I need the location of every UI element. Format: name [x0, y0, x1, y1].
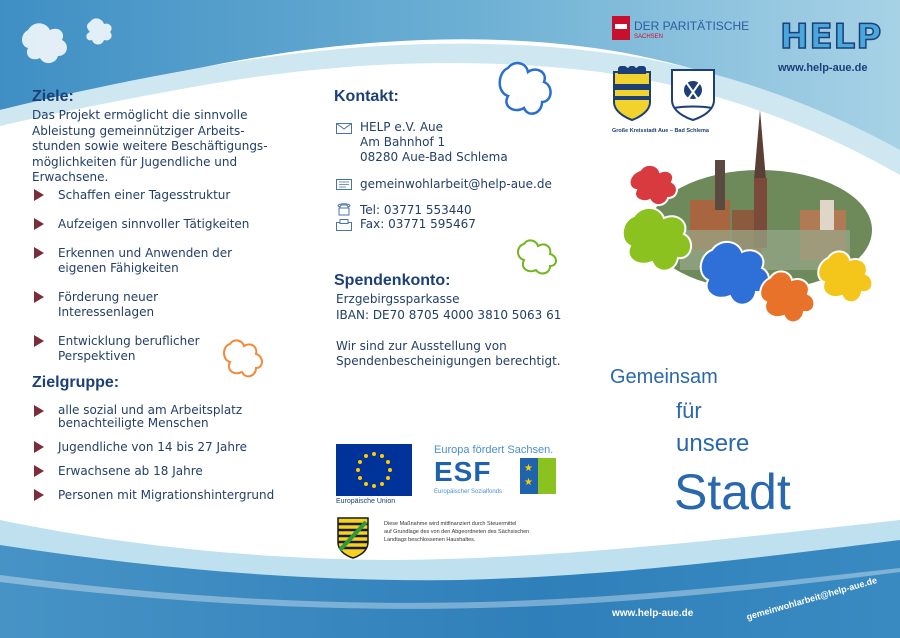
bullet-triangle-icon [34, 335, 44, 347]
puzzle-yellow-icon [818, 251, 872, 302]
envelope-icon [336, 123, 352, 134]
bullet-triangle-icon [34, 441, 44, 453]
ziele-intro-line: stunden sowie weitere Beschäftigungs- [32, 139, 268, 153]
email-link[interactable]: gemeinwohlarbeit@help-aue.de [360, 177, 552, 191]
slogan-line-4: Stadt [674, 464, 791, 520]
address-line: 08280 Aue-Bad Schlema [360, 150, 508, 164]
bullet-triangle-icon [34, 247, 44, 259]
spendenkonto-title: Spendenkonto: [334, 272, 451, 289]
kontakt-title: Kontakt: [334, 88, 399, 105]
bullet-triangle-icon [34, 218, 44, 230]
paritaetische-mark-icon [612, 16, 630, 40]
puzzle-outline-orange-icon [220, 336, 272, 392]
slogan-line-3: unsere [676, 430, 750, 457]
list-item: Entwicklung beruflicher Perspektiven [32, 334, 200, 364]
address-line: HELP e.V. Aue [360, 120, 444, 134]
help-url[interactable]: www.help-aue.de [778, 62, 868, 74]
footer-url[interactable]: www.help-aue.de [612, 608, 694, 619]
bullet-triangle-icon [34, 189, 44, 201]
help-logo-text: HELP [780, 17, 883, 57]
bullet-triangle-icon [34, 489, 44, 501]
ziele-intro-line: Ableistung gemeinnütziger Arbeits- [32, 123, 245, 138]
crest-caption: Große Kreisstadt Aue – Bad Schlema [612, 128, 709, 134]
city-puzzle-illustration [620, 110, 885, 340]
paritaetische-sub: SACHSEN [634, 34, 664, 40]
esf-sub: Europäischer Sozialfonds [434, 489, 503, 495]
address-line: Am Bahnhof 1 [360, 135, 446, 149]
donation-note-line: Spendenbescheinigungen berechtigt. [336, 354, 561, 368]
list-item: Personen mit Migrationshintergrund [32, 488, 274, 503]
list-item: alle sozial und am Arbeitsplatz benachteiligte Menschen [32, 404, 242, 430]
esf-logo: ESF [434, 456, 492, 487]
slogan-line-1: Gemeinsam [610, 366, 718, 388]
zielgruppe-title: Zielgruppe: [32, 374, 120, 391]
ziele-intro-line: Das Projekt ermöglicht die sinnvolle [32, 108, 248, 122]
kontakt-block [336, 120, 576, 250]
list-item: Jugendliche von 14 bis 27 Jahre [32, 440, 247, 455]
puzzle-outline-blue-icon [494, 58, 560, 128]
ziele-intro-line: Erwachsene. [32, 170, 109, 184]
help-logo [780, 17, 883, 57]
bullet-triangle-icon [34, 291, 44, 303]
esf-flag-icon: ★ ★ [520, 458, 556, 494]
fax-icon [336, 219, 352, 231]
phone-icon [336, 202, 352, 216]
footer-email[interactable]: gemeinwohlarbeit@help-aue.de [745, 575, 879, 622]
eu-label: Europäische Union [336, 498, 396, 505]
slogan-line-2: für [676, 398, 702, 423]
list-item: Erwachsene ab 18 Jahre [32, 464, 203, 479]
fax-number: Fax: 03771 595467 [360, 217, 476, 231]
list-item: Aufzeigen sinnvoller Tätigkeiten [32, 217, 249, 232]
saxony-coat-of-arms-icon [336, 516, 370, 560]
bullet-triangle-icon [34, 405, 44, 417]
list-item: Schaffen einer Tagesstruktur [32, 188, 230, 203]
eu-flag-icon [336, 444, 412, 496]
bullet-triangle-icon [34, 465, 44, 477]
donation-note-line: Wir sind zur Ausstellung von [336, 339, 507, 353]
esf-headline: Europa fördert Sachsen. [434, 444, 554, 456]
saxony-funding-note: Diese Maßnahme wird mitfinanziert durch Steuermittel auf Grundlage des von den Abgeordneten des Sächsischen Landtags beschlossenen Haushaltes. [384, 521, 530, 543]
iban: IBAN: DE70 8705 4000 3810 5063 61 [336, 308, 562, 322]
paritaetische-name: DER PARITÄTISCHE [634, 19, 750, 33]
list-item: Förderung neuer Interessenlagen [32, 290, 158, 320]
ziele-title: Ziele: [32, 88, 74, 105]
ziele-intro-line: möglichkeiten für Jugendliche und [32, 154, 238, 169]
phone-number: Tel: 03771 553440 [360, 203, 472, 217]
ziele-intro [32, 108, 282, 186]
list-item: Erkennen und Anwenden der eigenen Fähigkeiten [32, 246, 232, 276]
paritaetische-logo [612, 16, 750, 42]
email-icon [336, 179, 352, 190]
bank-name: Erzgebirgssparkasse [336, 292, 460, 306]
